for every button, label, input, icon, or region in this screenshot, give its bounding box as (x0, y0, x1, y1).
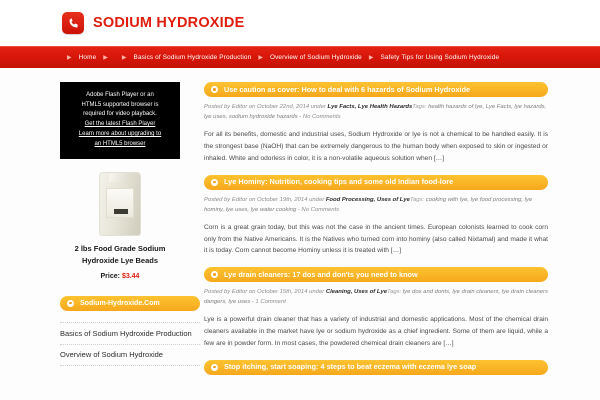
bullet-icon (211, 179, 218, 186)
post-meta (204, 195, 548, 215)
post-tags[interactable]: lye dos and donts, lye drain cleaners, lye drain cleaners dangers, lye uses (204, 289, 548, 306)
post-excerpt: For all its benefits, domestic and industrial uses, Sodium Hydroxide or lye is not a chemical to be handled easily. It is the strongest base (NaOH) that can be extremely dangerous to the human body when exposed to skin or ingested or inhaled. White and odorless in color, it is a non-volatile aqueous solution when […] (204, 131, 548, 162)
bottle-label (106, 188, 134, 218)
post-title-bar[interactable] (204, 360, 548, 375)
chevron-right-icon: ▶ (368, 54, 374, 61)
post-tags[interactable]: health hazards of lye, Lye Facts, lye hazards, lye uses, sodium hydroxide hazards (204, 104, 547, 121)
nav-item-safety-tips[interactable] (362, 54, 499, 61)
nav-item-home[interactable] (60, 54, 115, 61)
nav-label: Home (78, 54, 97, 61)
post-title: Use caution as cover: How to deal with 6 hazards of Sodium Hydroxide (224, 84, 471, 94)
product-widget[interactable] (60, 173, 180, 279)
chevron-right-icon: ▶ (258, 54, 263, 61)
product-name: 2 lbs Food Grade Sodium Hydroxide Lye Beads (74, 244, 166, 265)
site-header (0, 0, 600, 46)
post-categories[interactable]: Food Processing, Uses of Lye (325, 196, 410, 203)
bullet-icon (67, 300, 74, 307)
post-tags-label: Tags: (387, 289, 403, 296)
bottle-cap (109, 173, 131, 182)
label-block (114, 209, 128, 214)
nav-list (60, 54, 499, 61)
post-comments-count[interactable]: - 1 Comment (250, 299, 286, 306)
sidebar-widget-title: Sodium-Hydroxide.Com (80, 299, 160, 307)
price-label: Price: (100, 272, 120, 280)
post-byline: Posted by Editor on October 19th, 2014 under (204, 196, 326, 203)
post-title-bar[interactable] (204, 175, 548, 190)
price-value: $3.44 (121, 272, 140, 280)
get-flash-player-link[interactable]: Get the latest Flash Player (84, 121, 156, 128)
product-image (100, 173, 140, 235)
flash-notice-line-1: Adobe Flash Player or an (86, 92, 154, 98)
chevron-right-icon: ▶ (67, 54, 72, 61)
bullet-icon (211, 364, 218, 371)
sidebar-widget-list (60, 322, 200, 367)
post-title: Lye Hominy: Nutrition, cooking tips and some old Indian food-lore (224, 177, 454, 187)
post-title: Stop itching, start soaping: 4 steps to beat eczema with eczema lye soap (224, 362, 477, 372)
html5-upgrade-link-line-2[interactable]: an HTML5 browser (94, 140, 146, 147)
post-categories[interactable]: Cleaning, Uses of Lye (325, 289, 388, 296)
post-tags-label: Tags: (409, 196, 426, 203)
sidebar-item-basics-of-production[interactable]: Basics of Sodium Hydroxide Production (60, 322, 200, 345)
post-meta (204, 102, 548, 122)
post-title-bar[interactable] (204, 82, 548, 97)
post-comments-count[interactable]: - No Comments (297, 114, 341, 121)
post-excerpt: Corn is a great grain today, but this was not the case in the ancient times. European colonists learned to cook corn only from the Native Americans. It is the Natives who turned corn into hominy (also called Nixtamal) and made it what it is today. Corn cannot become Hominy unless it is treated with […] (204, 223, 548, 255)
site-title: SODIUM HYDROXIDE (93, 15, 245, 31)
post-item (204, 267, 548, 350)
post-excerpt: Lye is a powerful drain cleaner that has a variety of industrial and domestic applications. Most of the chemical drain cleaners available in the market have lye or sodium hydroxide as a chief ingredient. Some of them are liquid, while a few are in powder form. In most cases, the powdered chemical drain cleaners are […] (204, 316, 548, 347)
page-body (0, 72, 600, 385)
post-byline: Posted by Editor on October 15th, 2014 under (204, 289, 326, 296)
post-categories[interactable]: Lye Facts, Lye Health Hazards (327, 104, 413, 110)
sidebar-widget (60, 296, 200, 367)
post-byline: Posted by Editor on October 22nd, 2014 under (204, 104, 328, 110)
flash-notice-line-3: required for video playback. (83, 111, 157, 118)
flash-notice-line-2: HTML5 supported browser is (81, 101, 159, 108)
chevron-right-icon: ▶ (103, 54, 108, 61)
bullet-icon (211, 86, 218, 93)
sidebar (60, 82, 192, 385)
main-navigation (0, 46, 600, 68)
sidebar-widget-header (60, 296, 200, 311)
nav-item-overview[interactable] (251, 54, 362, 61)
post-title-bar[interactable] (204, 267, 548, 282)
post-item (204, 82, 548, 165)
post-meta (204, 287, 548, 307)
phone-icon[interactable] (62, 12, 84, 34)
nav-label: Overview of Sodium Hydroxide (269, 54, 362, 61)
post-tags-label: Tags: (412, 104, 429, 110)
post-title: Lye drain cleaners: 17 dos and don'ts you need to know (224, 269, 418, 279)
bullet-icon (211, 271, 218, 278)
chevron-right-icon: ▶ (121, 54, 127, 61)
html5-upgrade-link-line-1[interactable]: Learn more about upgrading to (78, 130, 162, 137)
post-tags[interactable]: cooking with lye, lye food processing, lye hominy, lye uses, lye water cooking (204, 196, 533, 213)
post-list (186, 82, 548, 385)
nav-item-basics-of-production[interactable] (115, 54, 251, 61)
product-price (60, 273, 180, 280)
post-item (204, 360, 548, 375)
post-item (204, 175, 548, 258)
flash-player-notice (60, 82, 180, 159)
nav-label: Basics of Sodium Hydroxide Production (133, 54, 252, 61)
sidebar-item-overview[interactable]: Overview of Sodium Hydroxide (60, 345, 200, 366)
post-comments-count[interactable]: - No Comments (296, 206, 340, 213)
nav-label: Safety Tips for Using Sodium Hydroxide (380, 54, 500, 61)
